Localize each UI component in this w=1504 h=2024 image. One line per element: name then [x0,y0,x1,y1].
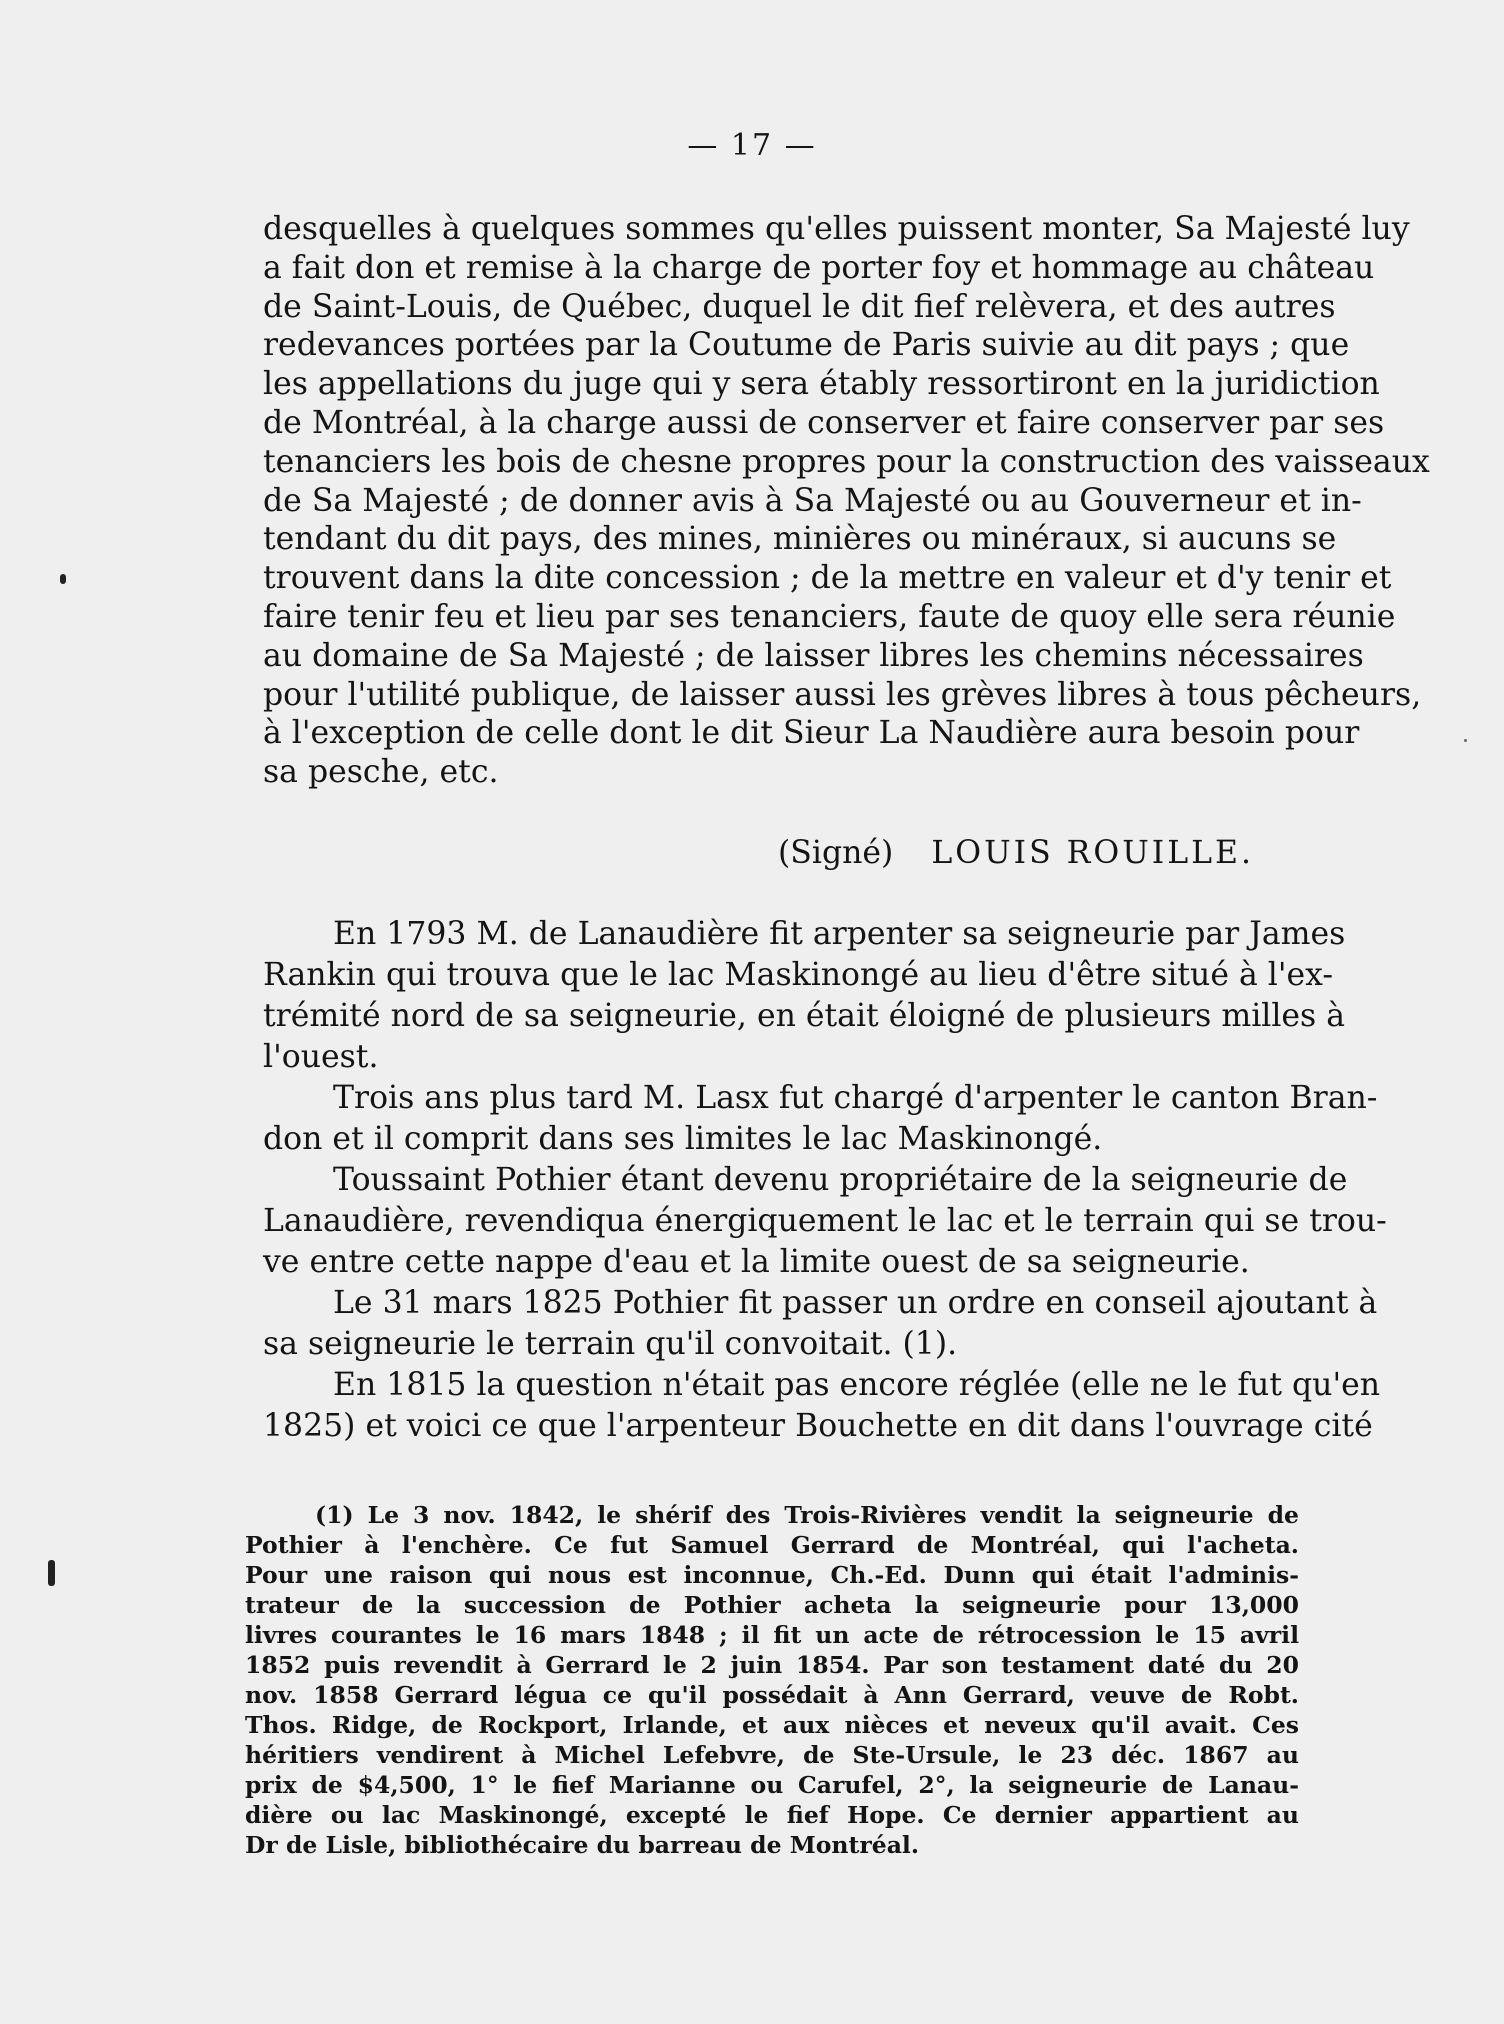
text-line: a fait don et remise à la charge de porter foy et hommage au château [263,249,1375,286]
main-text [263,914,1387,1447]
text-line: au domaine de Sa Majesté ; de laisser libres les chemins nécessaires [263,637,1364,674]
text-line: à l'exception de celle dont le dit Sieur La Naudière aura besoin pour [263,715,1360,752]
text-line: Rankin qui trouva que le lac Maskinongé au lieu d'être situé à l'ex- [263,957,1334,993]
text-line: Toussaint Pothier étant devenu propriétaire de la seigneurie de [333,1162,1348,1198]
margin-ink-mark [48,1560,55,1586]
footnote-line: prix de $4,500, 1° le fief Marianne ou Carufel, 2°, la seigneurie de Lanau- [245,1771,1299,1799]
footnote-line: Pothier à l'enchère. Ce fut Samuel Gerrard de Montréal, qui l'acheta. [245,1531,1299,1559]
footnote-line: Thos. Ridge, de Rockport, Irlande, et aux nièces et neveux qu'il avait. Ces [245,1711,1299,1739]
text-line: En 1815 la question n'était pas encore réglée (elle ne le fut qu'en [333,1367,1381,1403]
text-line: Le 31 mars 1825 Pothier fit passer un ordre en conseil ajoutant à [333,1285,1378,1321]
text-line: trémité nord de sa seigneurie, en était éloigné de plusieurs milles à [263,998,1346,1034]
paragraph [263,1365,1381,1447]
text-line: de Montréal, à la charge aussi de conserver et faire conserver par ses [263,404,1385,441]
paragraph [263,1283,1378,1365]
margin-ink-mark [1464,739,1467,742]
text-line: trouvent dans la dite concession ; de la mettre en valeur et d'y tenir et [263,560,1392,597]
paragraph [263,1160,1387,1283]
text-line: les appellations du juge qui y sera étably ressortiront en la juridiction [263,366,1380,403]
text-line: Trois ans plus tard M. Lasx fut chargé d'arpenter le canton Bran- [333,1080,1378,1116]
paragraph [263,914,1346,1078]
footnote-line: nov. 1858 Gerrard légua ce qu'il possédait à Ann Gerrard, veuve de Robt. [245,1681,1299,1709]
footnote-line: Pour une raison qui nous est inconnue, Ch.-Ed. Dunn qui était l'adminis- [245,1561,1299,1589]
text-line: En 1793 M. de Lanaudière fit arpenter sa seigneurie par James [333,916,1346,952]
footnote-line: dière ou lac Maskinongé, excepté le fief Hope. Ce dernier appartient au [245,1801,1299,1829]
paragraph [263,1078,1378,1160]
text-line: sa seigneurie le terrain qu'il convoitait. (1). [263,1326,958,1362]
page-number: — 17 — [687,128,817,163]
text-line: ve entre cette nappe d'eau et la limite ouest de sa seigneurie. [263,1244,1250,1280]
text-line: faire tenir feu et lieu par ses tenanciers, faute de quoy elle sera réunie [263,598,1396,635]
footnote [245,1500,1299,1860]
footnote-line: Dr de Lisle, bibliothécaire du barreau de Montréal. [245,1831,920,1859]
text-line: tendant du dit pays, des mines, minières ou minéraux, si aucuns se [263,521,1337,558]
signature [778,835,1298,871]
text-line: pour l'utilité publique, de laisser aussi les grèves libres à tous pêcheurs, [263,676,1422,713]
footnote-line: héritiers vendirent à Michel Lefebvre, de Ste-Ursule, le 23 déc. 1867 au [245,1741,1299,1769]
footnote-line: (1) Le 3 nov. 1842, le shérif des Trois-Rivières vendit la seigneurie de [315,1501,1299,1529]
text-line: sa pesche, etc. [263,754,499,791]
text-line: don et il comprit dans ses limites le lac Maskinongé. [263,1121,1103,1157]
signature-name: LOUIS ROUILLE. [931,835,1255,871]
signature-label: (Signé) [778,835,894,871]
text-line: 1825) et voici ce que l'arpenteur Bouchette en dit dans l'ouvrage cité [263,1408,1373,1444]
text-line: redevances portées par la Coutume de Paris suivie au dit pays ; que [263,327,1350,364]
paragraph-continued [263,210,1430,792]
margin-ink-mark [60,574,66,584]
text-line: desquelles à quelques sommes qu'elles puissent monter, Sa Majesté luy [263,211,1410,247]
text-line: de Sa Majesté ; de donner avis à Sa Majesté ou au Gouverneur et in- [263,482,1362,519]
text-line: tenanciers les bois de chesne propres pour la construction des vaisseaux [263,443,1430,480]
text-line: Lanaudière, revendiqua énergiquement le lac et le terrain qui se trou- [263,1203,1387,1239]
footnote-line: 1852 puis revendit à Gerrard le 2 juin 1854. Par son testament daté du 20 [245,1651,1299,1679]
text-line: l'ouest. [263,1039,379,1075]
footnote-line: livres courantes le 16 mars 1848 ; il fit un acte de rétrocession le 15 avril [245,1621,1299,1649]
text-line: de Saint-Louis, de Québec, duquel le dit fief relèvera, et des autres [263,288,1336,325]
footnote-line: trateur de la succession de Pothier acheta la seigneurie pour 13,000 [245,1591,1299,1619]
